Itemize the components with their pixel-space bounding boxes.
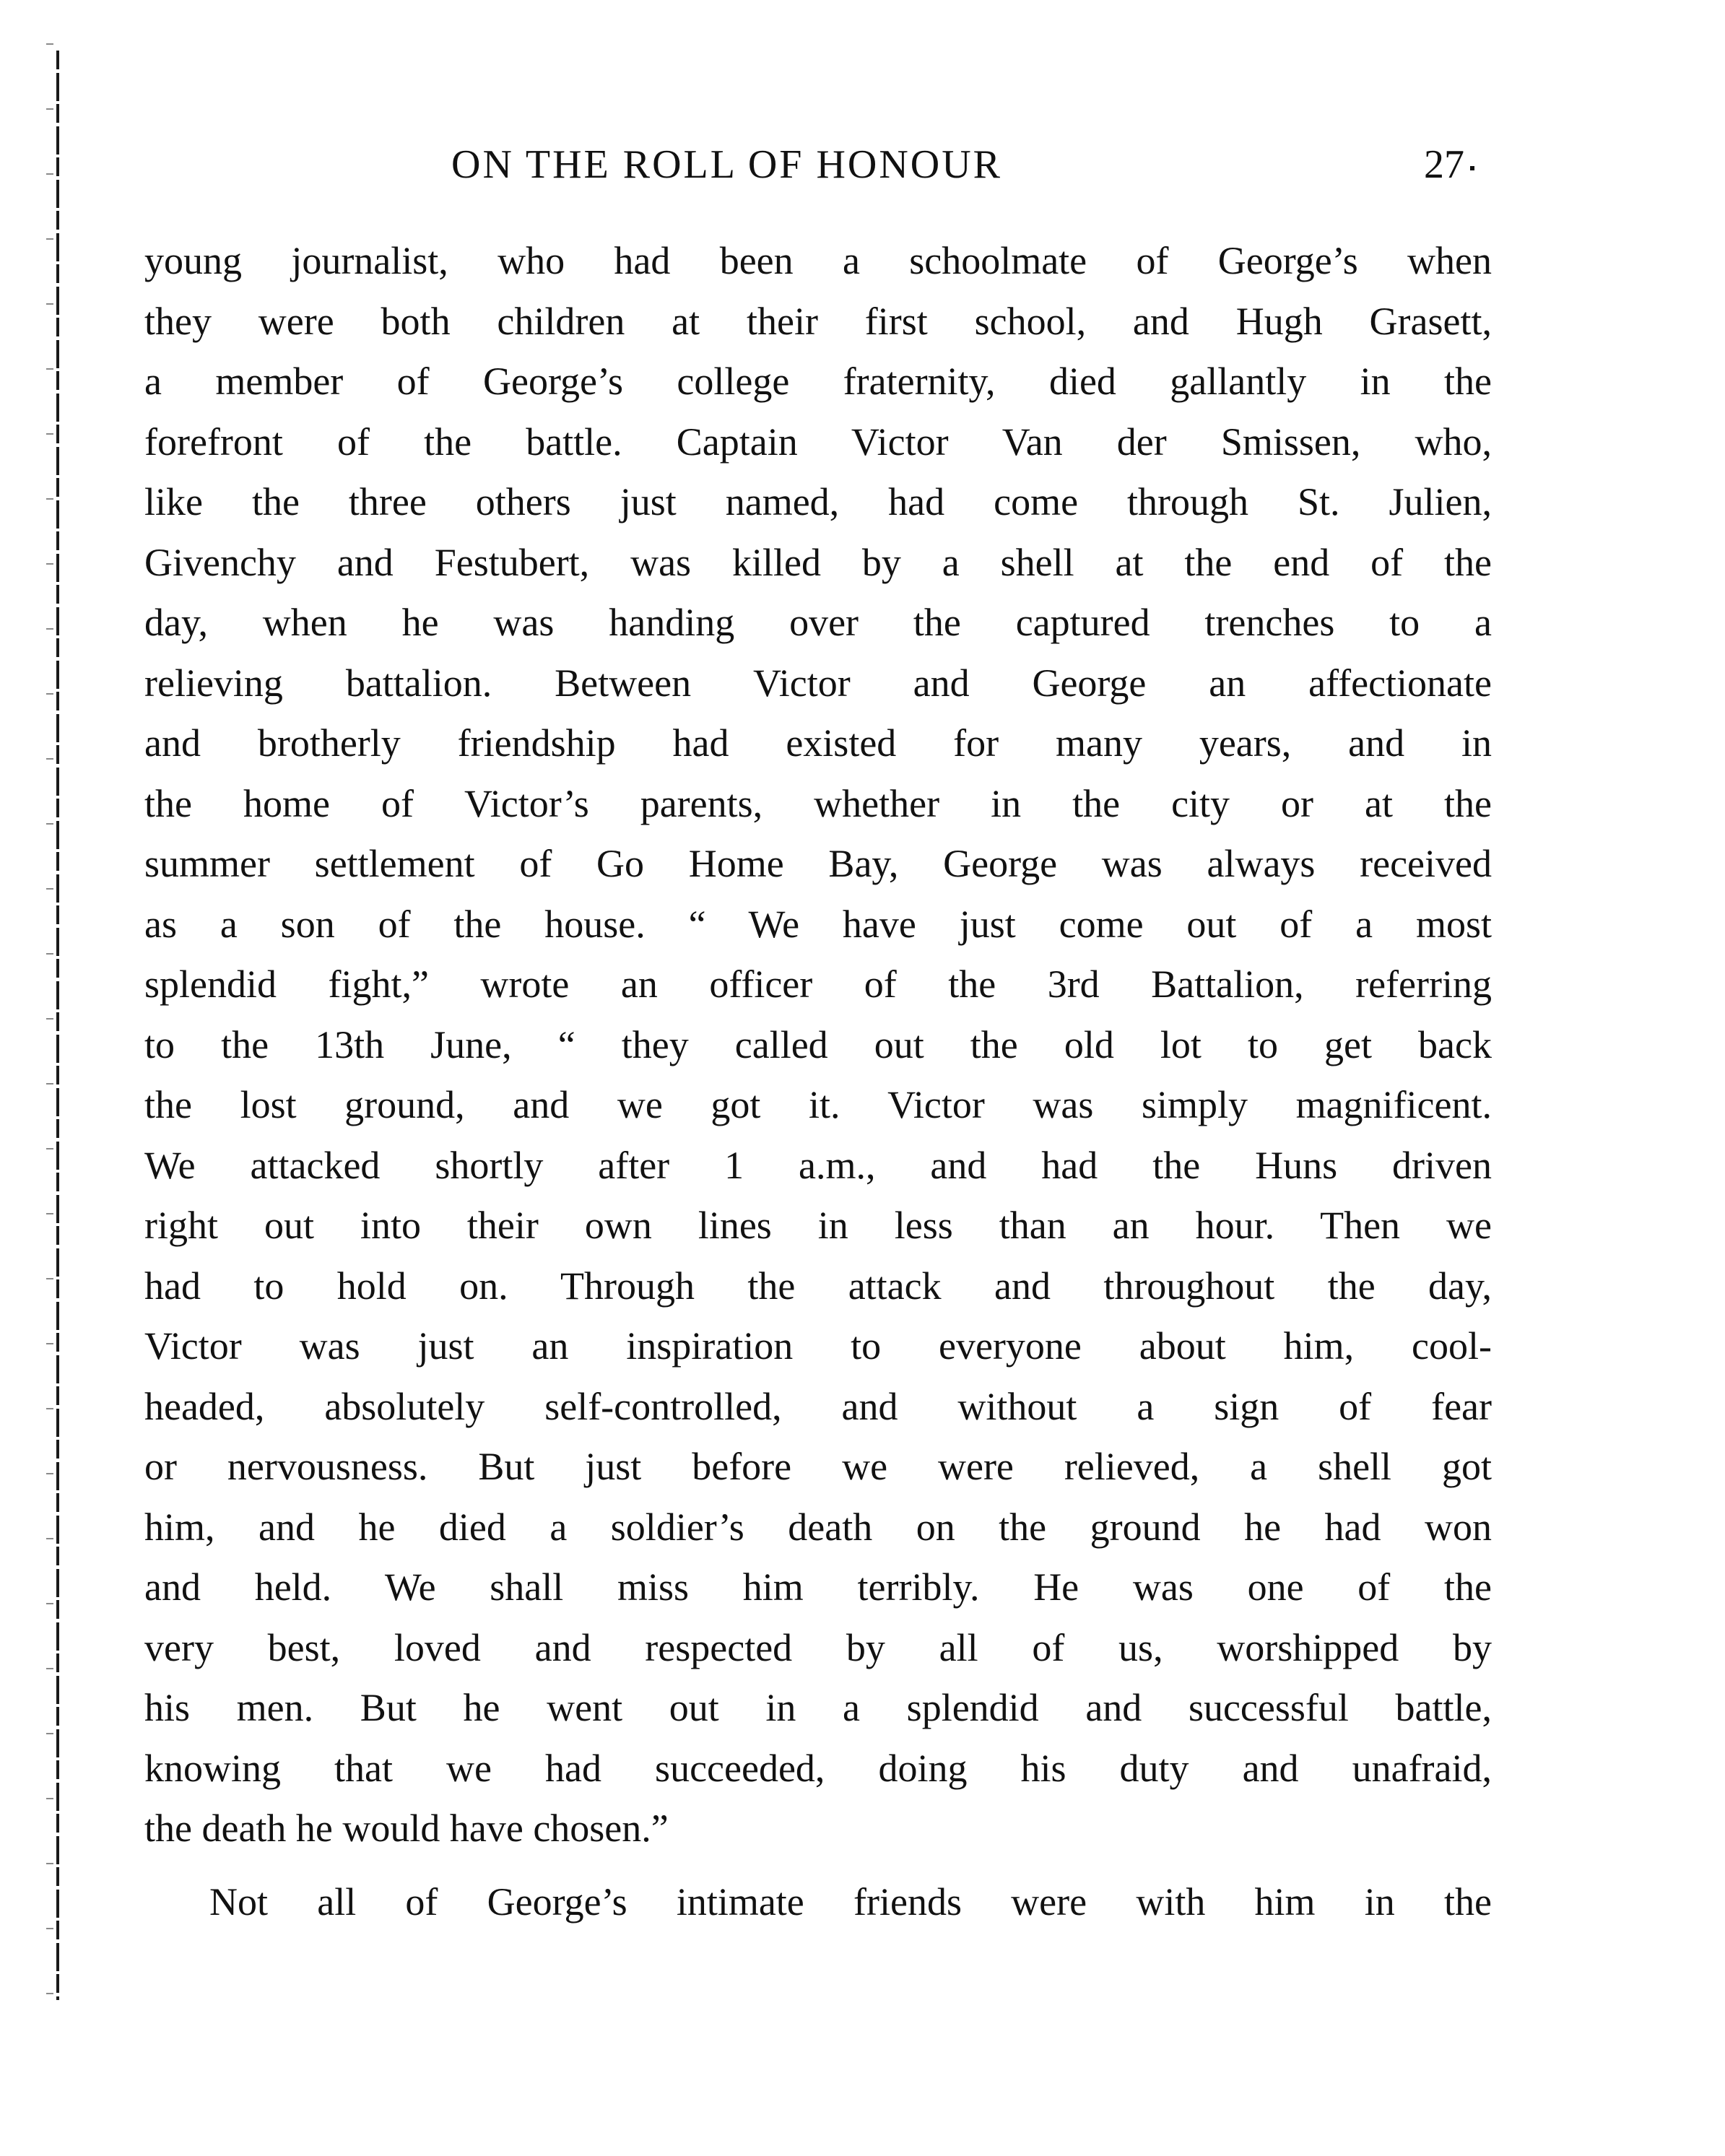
text-line: young journalist, who had been a schoolmate of George’s when [144, 239, 1492, 282]
running-title: ON THE ROLL OF HONOUR [451, 142, 1002, 187]
text-line: a member of George’s college fraternity, died gallantly in the [144, 360, 1492, 403]
text-line: summer settlement of Go Home Bay, George was always received [144, 842, 1492, 885]
text-line: splendid fight,” wrote an officer of the 3rd Battalion, referring [144, 962, 1492, 1006]
text-line: as a son of the house. “ We have just come out of a most [144, 902, 1492, 946]
text-line: day, when he was handing over the captured trenches to a [144, 601, 1492, 644]
text-line: to the 13th June, “ they called out the old lot to get back [144, 1022, 1492, 1066]
page-binding-edge [56, 51, 59, 2000]
text-line: headed, absolutely self-controlled, and without a sign of fear [144, 1384, 1492, 1428]
binding-tick-marks [46, 43, 53, 2007]
text-line: and held. We shall miss him terribly. He was one of the [144, 1565, 1492, 1609]
text-line: Not all of George’s intimate friends were with him in the [209, 1879, 1492, 1924]
text-line: they were both children at their first school, and Hugh Grasett, [144, 299, 1492, 343]
text-line: Givenchy and Festubert, was killed by a shell at the end of the [144, 540, 1492, 584]
text-line: right out into their own lines in less than an hour. Then we [144, 1204, 1492, 1247]
page-number-dot [1470, 166, 1474, 170]
text-line: or nervousness. But just before we were relieved, a shell got [144, 1445, 1492, 1488]
page-number [1424, 142, 1474, 188]
text-line: relieving battalion. Between Victor and George an affectionate [144, 661, 1492, 705]
text-line: like the three others just named, had come through St. Julien, [144, 480, 1492, 523]
text-line: him, and he died a soldier’s death on the ground he had won [144, 1505, 1492, 1549]
text-line: his men. But he went out in a splendid and successful battle, [144, 1686, 1492, 1729]
text-line: knowing that we had succeeded, doing his duty and unafraid, [144, 1746, 1492, 1790]
text-line: very best, loved and respected by all of us, worshipped by [144, 1625, 1492, 1669]
text-line: the death he would have chosen.” [144, 1807, 669, 1850]
text-line: and brotherly friendship had existed for many years, and in [144, 721, 1492, 765]
body-text [144, 231, 1492, 1932]
text-line: had to hold on. Through the attack and throughout the day, [144, 1264, 1492, 1308]
text-line: forefront of the battle. Captain Victor Van der Smissen, who, [144, 420, 1492, 464]
page-number-value: 27 [1424, 142, 1464, 187]
paragraph-gap [144, 1859, 1492, 1872]
text-line: the lost ground, and we got it. Victor was simply magnificent. [144, 1083, 1492, 1126]
page-header [144, 142, 1495, 192]
text-line: We attacked shortly after 1 a.m., and had the Huns driven [144, 1143, 1492, 1187]
text-line: the home of Victor’s parents, whether in the city or at the [144, 781, 1492, 825]
paragraph-2 [144, 1872, 1492, 1933]
text-line: Victor was just an inspiration to everyone about him, cool- [144, 1324, 1492, 1368]
paragraph-1 [144, 231, 1492, 1859]
